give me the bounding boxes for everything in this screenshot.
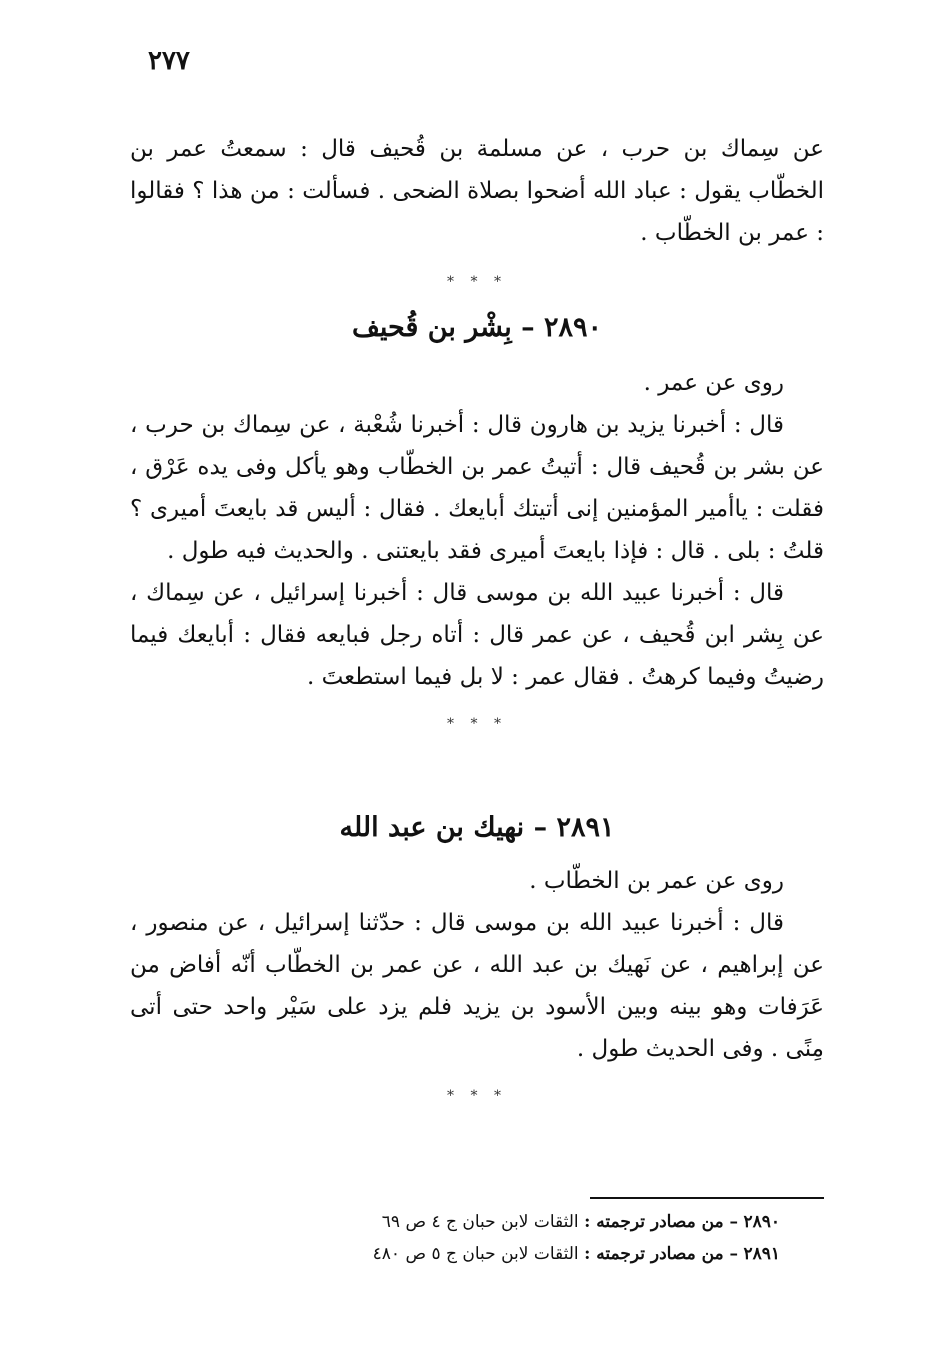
- entry-2890-paragraph-2: قال : أخبرنا عبيد الله بن موسى قال : أخبرنا إسرائيل ، عن سِماك ، عن بِشر ابن قُحيف ، عن عمر قال : أتاه رجل فبايعه فقال : أبايعك فيما رضيتُ وفيما كرهتُ . فقال عمر : لا بل فيما استطعتَ .: [130, 580, 824, 690]
- page-number: ٢٧٧: [148, 46, 190, 76]
- entry-2891-heading: ٢٨٩١ – نهيك بن عبد الله: [339, 812, 615, 843]
- footnote-rule: [590, 1197, 824, 1199]
- separator-1: * * *: [447, 274, 507, 290]
- footnote-source: الثقات لابن حبان ج ٤ ص ٦٩: [381, 1212, 579, 1232]
- entry-2891-body: [130, 860, 824, 1070]
- entry-2890-narrates: روى عن عمر .: [643, 370, 784, 396]
- separator-3: * * *: [447, 1088, 507, 1104]
- intro-block: [130, 128, 824, 254]
- intro-paragraph: عن سِماك بن حرب ، عن مسلمة بن قُحيف قال : سمعتُ عمر بن الخطّاب يقول : عباد الله أضحوا بصلاة الضحى . فسألت : من هذا ؟ فقالوا : عمر بن الخطّاب .: [130, 136, 824, 246]
- footnote-number: ٢٨٩١: [743, 1244, 780, 1264]
- footnote-source: الثقات لابن حبان ج ٥ ص ٤٨٠: [372, 1244, 579, 1264]
- entry-2891-paragraph-1: قال : أخبرنا عبيد الله بن موسى قال : حدّثنا إسرائيل ، عن منصور ، عن إبراهيم ، عن نَهيك بن عبد الله ، عن عمر بن الخطّاب أنّه أفاض من عَرَفات وهو بينه وبين الأسود بن يزيد فلم يزد على سَيْر واحد حتى أتى مِنًى . وفى الحديث طول .: [130, 910, 824, 1062]
- entry-2890-heading: ٢٨٩٠ – بِشْر بن قُحيف: [351, 312, 603, 343]
- footnote-label: – من مصادر ترجمته :: [584, 1212, 739, 1232]
- footnote-label: – من مصادر ترجمته :: [584, 1244, 739, 1264]
- separator-2: * * *: [447, 716, 507, 732]
- entry-2890-body: [130, 362, 824, 698]
- entry-2891-narrates: روى عن عمر بن الخطّاب .: [529, 868, 784, 894]
- footnote-number: ٢٨٩٠: [743, 1212, 780, 1232]
- footnote-2891: [130, 1240, 780, 1268]
- footnote-2890: [130, 1208, 780, 1236]
- entry-2890-paragraph-1: قال : أخبرنا يزيد بن هارون قال : أخبرنا شُعْبة ، عن سِماك بن حرب ، عن بشر بن قُحيف قال : أتيتُ عمر بن الخطّاب وهو يأكل وفى يده عَرْق ، فقلت : ياأمير المؤمنين إنى أتيتك أبايعك . فقال : أليس قد بايعتَ أميرى ؟ قلتُ : بلى . قال : فإذا بايعتَ أميرى فقد بايعتنى . والحديث فيه طول .: [130, 412, 824, 564]
